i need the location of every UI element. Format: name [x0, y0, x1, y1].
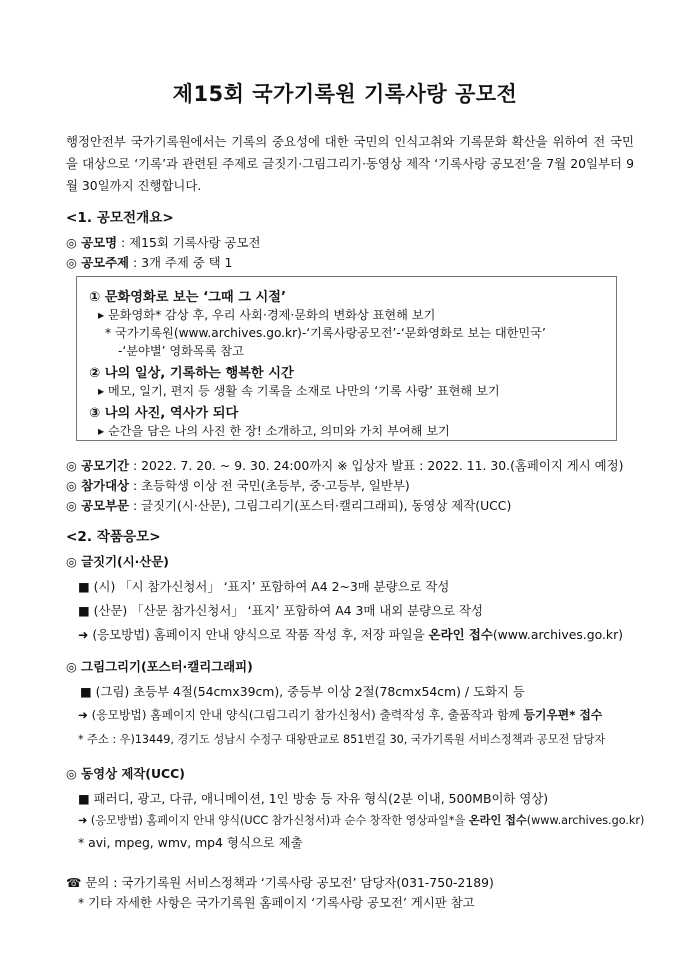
video-line-1: ■ 패러디, 광고, 다큐, 애니메이션, 1인 방송 등 자유 형식(2분 이내, 500MB이하 영상) — [78, 791, 549, 806]
category-row — [66, 496, 511, 514]
writing-line-1: ■ (시) 「시 참가신청서」 ‘표지’ 포함하여 A4 2~3매 분량으로 작성 — [78, 579, 450, 594]
drawing-heading: ◎ 그림그리기(포스터·캘리그래피) — [66, 659, 253, 674]
period-value: : 2022. 7. 20. ~ 9. 30. 24:00까지 ※ 입상자 발표 : 2022. 11. 30.(홈페이지 게시 예정) — [129, 458, 624, 473]
target-label: ◎ 참가대상 — [66, 478, 130, 493]
video-method-online: 온라인 접수 — [468, 814, 527, 827]
writing-heading: ◎ 글짓기(시·산문) — [66, 554, 169, 569]
target-value: : 초등학생 이상 전 국민(초등부, 중·고등부, 일반부) — [129, 478, 410, 493]
contact-note: * 기타 자세한 사항은 국가기록원 홈페이지 ‘기록사랑 공모전’ 게시판 참고 — [78, 895, 475, 910]
drawing-line-1: ■ (그림) 초등부 4절(54cmx39cm), 중등부 이상 2절(78cmx54cm) / 도화지 등 — [80, 684, 525, 699]
intro-paragraph: 행정안전부 국가기록원에서는 기록의 중요성에 대한 국민의 인식고취와 기록문화 확산을 위하여 전 국민을 대상으로 ‘기록’과 관련된 주제로 글짓기·그림그리기·동영상 제작 ‘기록사랑 공모전’을 7월 20일부터 9월 30일까지 진행합니다. — [66, 134, 634, 193]
category-label: ◎ 공모부문 — [66, 498, 130, 513]
theme-2-line-1: ▸ 메모, 일기, 편지 등 생활 속 기록을 소재로 나만의 ‘기록 사랑’ 표현해 보기 — [98, 384, 500, 398]
theme-3-line-1: ▸ 순간을 담은 나의 사진 한 장! 소개하고, 의미와 가치 부여해 보기 — [98, 424, 450, 438]
section-2-heading: <2. 작품응모> — [66, 529, 161, 545]
drawing-method — [78, 706, 602, 723]
writing-method-online: 온라인 접수 — [428, 627, 493, 642]
video-heading: ◎ 동영상 제작(UCC) — [66, 766, 185, 781]
contest-topic-value: : 3개 주제 중 택 1 — [129, 255, 233, 270]
video-format-note: * avi, mpeg, wmv, mp4 형식으로 제출 — [78, 835, 303, 850]
themes-box — [76, 276, 617, 441]
theme-1-line-1: ▸ 문화영화* 감상 후, 우리 사회·경제·문화의 변화상 표현해 보기 — [98, 308, 436, 322]
theme-1-line-2: * 국가기록원(www.archives.go.kr)-‘기록사랑공모전’-‘문화영화로 보는 대한민국’ — [105, 326, 546, 340]
video-method-url: (www.archives.go.kr) — [526, 814, 645, 827]
contest-name-label: ◎ 공모명 — [66, 235, 118, 250]
period-row — [66, 456, 623, 474]
contest-topic-row — [66, 253, 232, 271]
target-row — [66, 476, 410, 494]
drawing-method-text: ➜ (응모방법) 홈페이지 안내 양식(그림그리기 참가신청서) 출력작성 후, 출품작과 함께 — [78, 708, 524, 722]
contest-topic-label: ◎ 공모주제 — [66, 255, 130, 270]
contact-line: ☎ 문의 : 국가기록원 서비스정책과 ‘기록사랑 공모전’ 담당자(031-750-2189) — [66, 875, 494, 890]
category-value: : 글짓기(시·산문), 그림그리기(포스터·캘리그래피), 동영상 제작(UCC) — [129, 498, 512, 513]
drawing-address: * 주소 : 우)13449, 경기도 성남시 수정구 대왕판교로 851번길 30, 국가기록원 서비스정책과 공모전 담당자 — [78, 733, 606, 746]
contest-name-value: : 제15회 기록사랑 공모전 — [117, 235, 261, 250]
video-method-text: ➜ (응모방법) 홈페이지 안내 양식(UCC 참가신청서)과 순수 창작한 영상파일*을 — [78, 814, 469, 827]
drawing-method-mail: 등기우편* 접수 — [523, 708, 603, 722]
writing-method-text: ➜ (응모방법) 홈페이지 안내 양식으로 작품 작성 후, 저장 파일을 — [78, 627, 429, 642]
writing-method — [78, 625, 623, 643]
theme-1-line-3: -‘분야별’ 영화목록 참고 — [118, 344, 244, 358]
writing-method-url: (www.archives.go.kr) — [492, 627, 623, 642]
section-1-heading: <1. 공모전개요> — [66, 210, 174, 226]
theme-2-title: ② 나의 일상, 기록하는 행복한 시간 — [89, 366, 294, 381]
video-method — [78, 812, 644, 828]
theme-3-title: ③ 나의 사진, 역사가 되다 — [89, 406, 239, 421]
period-label: ◎ 공모기간 — [66, 458, 130, 473]
contest-name-row — [66, 233, 260, 251]
writing-line-2: ■ (산문) 「산문 참가신청서」 ‘표지’ 포함하여 A4 3매 내외 분량으로 작성 — [78, 603, 483, 618]
theme-1-title: ① 문화영화로 보는 ‘그때 그 시절’ — [89, 290, 287, 305]
page-title: 제15회 국가기록원 기록사랑 공모전 — [172, 82, 518, 106]
